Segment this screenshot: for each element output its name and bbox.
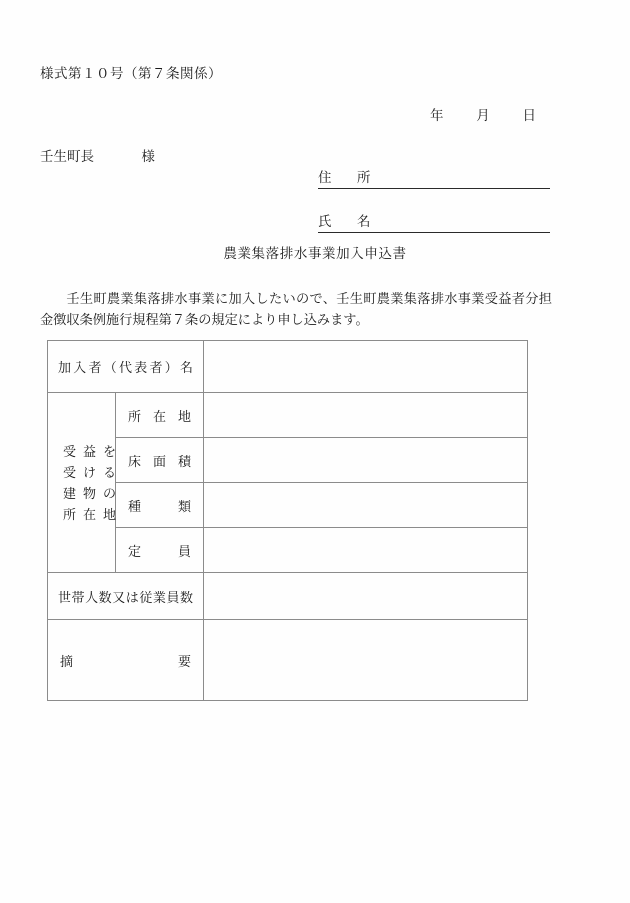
floor-area-label-text: 床面積 xyxy=(128,453,192,469)
applicant-name-label xyxy=(48,341,204,393)
building-type-value[interactable] xyxy=(204,483,528,528)
document-title: 農業集落排水事業加入申込書 xyxy=(223,246,407,261)
building-group-label-line-2: 受ける xyxy=(63,464,124,480)
floor-area-label xyxy=(116,438,204,483)
name-field-label: 氏 名 xyxy=(318,210,379,233)
table-row-household-count xyxy=(48,573,528,620)
date-day-label: 日 xyxy=(522,108,536,123)
table-row-applicant-name xyxy=(48,341,528,393)
building-group-label xyxy=(48,393,124,573)
name-field-row xyxy=(318,207,550,233)
remarks-label-text: 摘要 xyxy=(60,653,192,669)
date-year-label: 年 xyxy=(430,108,444,123)
form-number: 様式第１０号（第７条関係） xyxy=(40,66,222,81)
date-month-label: 月 xyxy=(476,108,490,123)
address-field-label: 住 所 xyxy=(318,166,379,189)
table-row-building-location xyxy=(48,393,528,438)
application-table xyxy=(47,340,528,701)
date-line xyxy=(430,104,536,124)
location-label xyxy=(116,393,204,438)
applicant-field-block xyxy=(318,163,550,251)
floor-area-value[interactable] xyxy=(204,438,528,483)
building-group-label-line-1: 受益を xyxy=(63,443,124,459)
location-label-text: 所在地 xyxy=(128,408,192,424)
applicant-name-label-text: 加入者（代表者）名 xyxy=(58,360,194,375)
addressee-honorific: 様 xyxy=(141,149,155,164)
household-count-label xyxy=(48,573,204,620)
addressee xyxy=(40,145,155,165)
table-row-capacity xyxy=(48,528,528,573)
location-value[interactable] xyxy=(204,393,528,438)
addressee-office: 壬生町長 xyxy=(40,149,94,164)
building-type-label xyxy=(116,483,204,528)
capacity-label-text: 定員 xyxy=(128,543,192,559)
building-group-label-line-3: 建物の xyxy=(63,485,124,501)
table-row-remarks xyxy=(48,620,528,701)
household-count-label-text: 世帯人数又は従業員数 xyxy=(58,589,194,605)
address-field-row xyxy=(318,163,550,189)
remarks-value[interactable] xyxy=(204,620,528,701)
applicant-name-value[interactable] xyxy=(204,341,528,393)
capacity-value[interactable] xyxy=(204,528,528,573)
capacity-label xyxy=(116,528,204,573)
building-group-label-line-4: 所在地 xyxy=(63,506,124,522)
household-count-value[interactable] xyxy=(204,573,528,620)
name-input-rule[interactable] xyxy=(379,213,551,233)
address-input-rule[interactable] xyxy=(379,169,551,189)
remarks-label xyxy=(48,620,204,701)
body-paragraph: 壬生町農業集落排水事業に加入したいので、壬生町農業集落排水事業受益者分担金徴収条例施行規程第７条の規定により申し込みます。 xyxy=(40,291,552,327)
building-type-label-text: 種類 xyxy=(128,498,192,514)
